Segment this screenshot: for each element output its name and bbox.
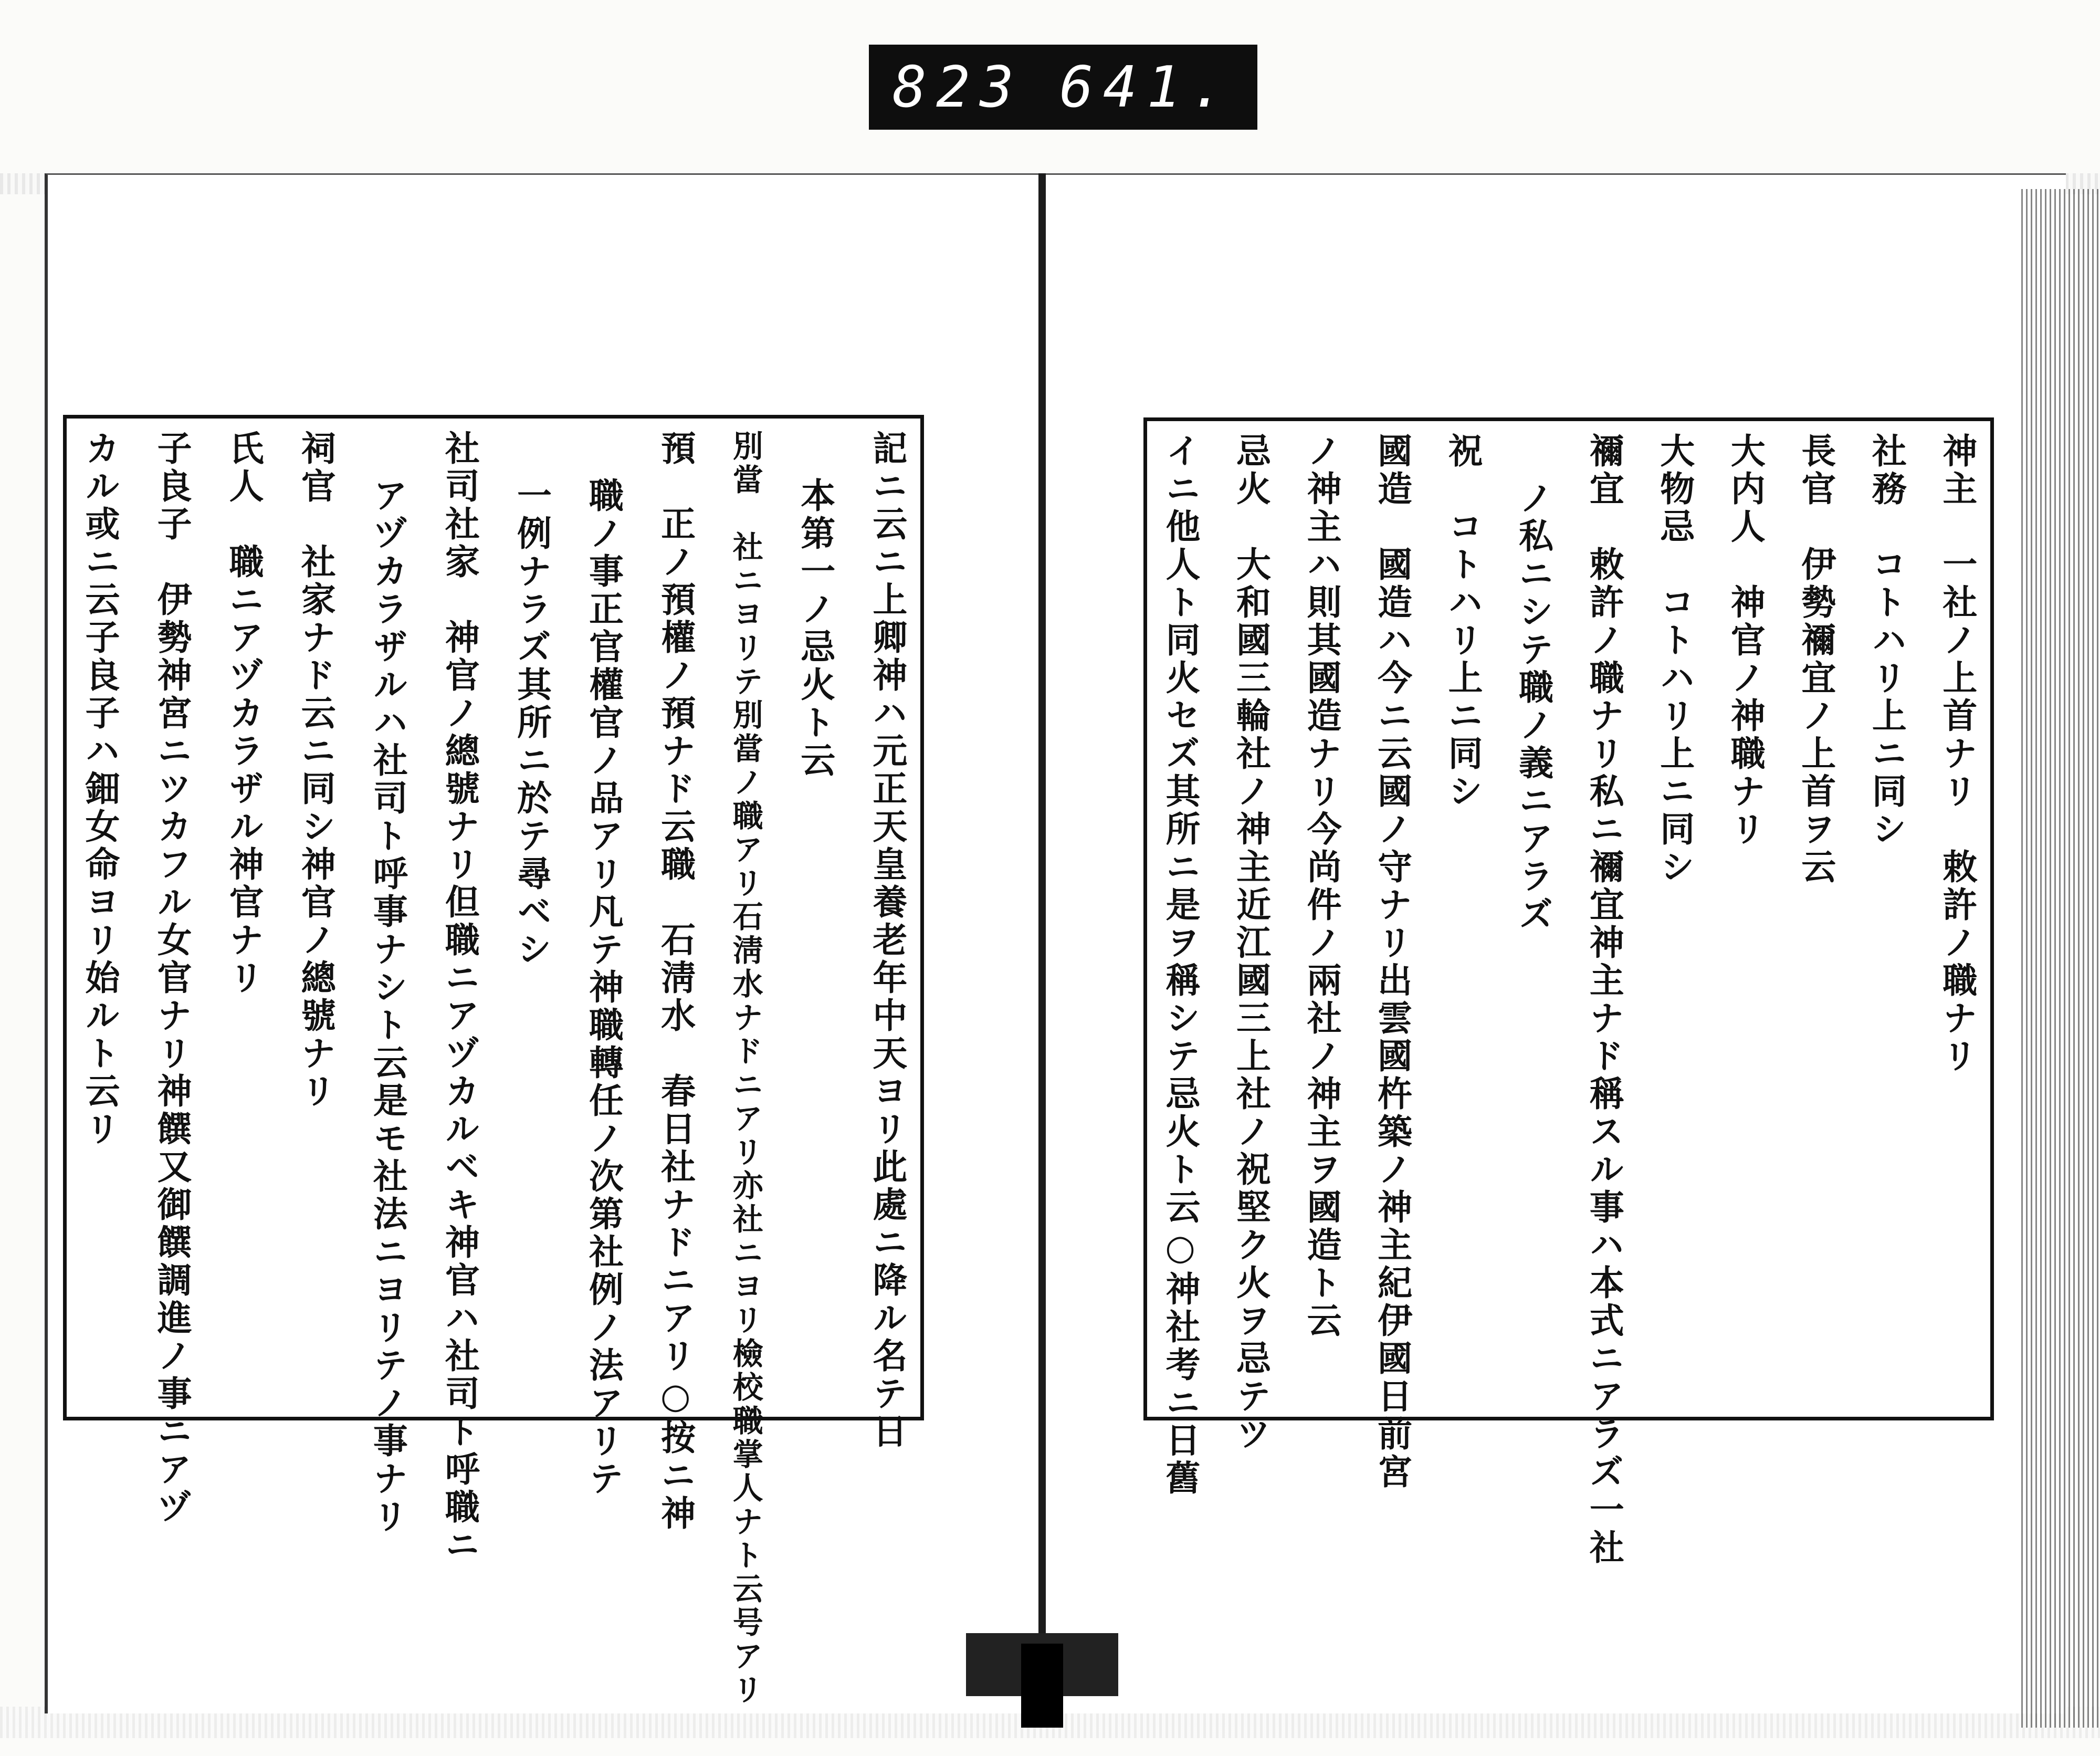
right-column-6: 禰宜 敕許ノ職ナリ私ニ禰宜神主ナド稱スル事ハ本式ニアラズ一社: [1583, 433, 1625, 1567]
left-column-10: 氏人 職ニアヅカラザル神官ナリ: [223, 430, 265, 997]
right-text-columns: [1160, 433, 1978, 1567]
left-column-2: 本第一ノ忌火ト云: [794, 477, 836, 780]
left-column-4: 預 正ノ預權ノ預ナド云職 石淸水 春日社ナドニアリ○按ニ神: [655, 430, 696, 1533]
right-column-12: イニ他人ト同火セズ其所ニ是ヲ稱シテ忌火ト云○神社考ニ日舊: [1160, 433, 1201, 1498]
left-column-3: 別當 社ニヨリテ別當ノ職アリ石淸水ナドニアリ亦社ニヨリ檢校職掌人ナト云号アリ: [727, 430, 763, 1707]
right-column-7: ノ私ニシテ職ノ義ニアラズ: [1513, 480, 1554, 934]
right-column-9: 國造 國造ハ今ニ云國ノ守ナリ出雲國杵築ノ神主紀伊國日前宮: [1371, 433, 1413, 1491]
left-column-12: カル或ニ云子良子ハ鈿女命ヨリ始ルト云リ: [79, 430, 120, 1148]
right-column-2: 社務 コトハリ上ニ同シ: [1866, 433, 1907, 849]
right-column-8: 祝 コトハリ上ニ同シ: [1442, 433, 1484, 811]
right-column-11: 忌火 大和國三輪社ノ神主近江國三上社ノ祝堅ク火ヲ忌テツ: [1230, 433, 1272, 1454]
right-column-5: 大物忌 コトハリ上ニ同シ: [1654, 433, 1695, 886]
left-text-columns: [79, 430, 908, 1707]
right-column-1: 神主 一社ノ上首ナリ 敕許ノ職ナリ: [1936, 433, 1978, 1075]
left-column-7: 社司社家 神官ノ總號ナリ但職ニアヅカルベキ神官ハ社司ト呼職ニ: [439, 430, 480, 1564]
catalog-number-right: 641.: [1059, 54, 1234, 120]
catalog-number-plate: [869, 45, 1257, 130]
left-column-8: アヅカラザルハ社司ト呼事ナシト云是モ社法ニヨリテノ事ナリ: [367, 477, 408, 1536]
left-column-9: 祠官 社家ナド云ニ同シ神官ノ總號ナリ: [295, 430, 337, 1111]
right-column-10: ノ神主ハ則其國造ナリ今尚件ノ兩社ノ神主ヲ國造ト云: [1301, 433, 1342, 1340]
left-column-1: 記ニ云ニ上卿神ハ元正天皇養老年中天ヨリ此處ニ降ル名テ日: [866, 430, 908, 1451]
left-column-5: 職ノ事正官權官ノ品アリ凡テ神職轉任ノ次第社例ノ法アリテ: [583, 477, 624, 1498]
book-spine: [1038, 173, 1046, 1728]
left-text-frame: [63, 415, 924, 1707]
catalog-number-left: 823: [892, 54, 1024, 120]
right-column-3: 長官 伊勢禰宜ノ上首ヲ云: [1795, 433, 1836, 886]
book-fore-edge: [2021, 189, 2100, 1728]
right-text-frame: [1143, 417, 1994, 1567]
spine-clip-inner: [1021, 1644, 1063, 1728]
left-column-6: 一例ナラズ其所ニ於テ尋ベシ: [511, 477, 552, 969]
left-column-11: 子良子 伊勢神宮ニツカフル女官ナリ神饌又御饌調進ノ事ニアヅ: [151, 430, 193, 1527]
right-column-4: 大内人 神官ノ神職ナリ: [1725, 433, 1766, 849]
